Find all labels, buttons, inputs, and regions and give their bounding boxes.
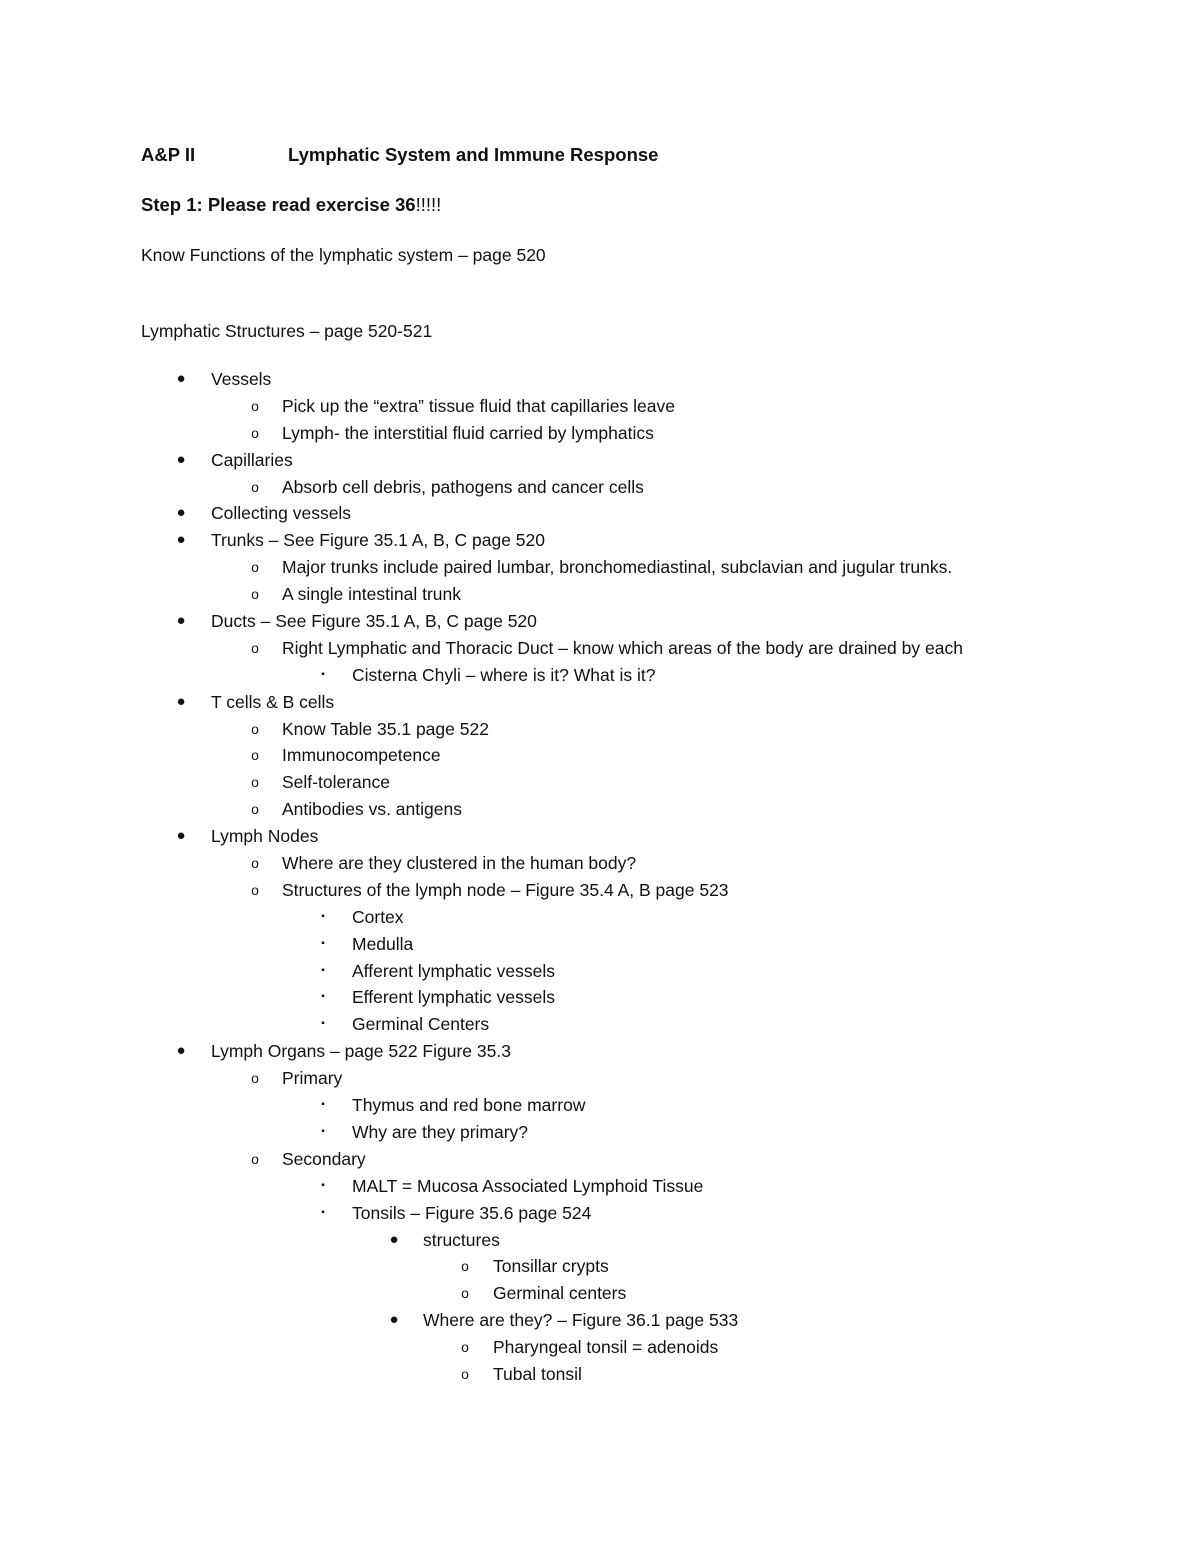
outline-item-text: Absorb cell debris, pathogens and cancer cells <box>282 476 644 497</box>
circle-bullet-icon: o <box>461 1258 469 1275</box>
outline-item-text: Thymus and red bone marrow <box>352 1095 586 1116</box>
outline-item-text: Where are they? – Figure 36.1 page 533 <box>423 1310 739 1331</box>
structures-heading: Lymphatic Structures – page 520-521 <box>141 321 433 341</box>
square-bullet-icon: ▪ <box>321 1179 325 1191</box>
step-instruction <box>141 194 441 216</box>
circle-bullet-icon: o <box>251 397 259 414</box>
outline-item-text: MALT = Mucosa Associated Lymphoid Tissue <box>352 1175 704 1196</box>
circle-bullet-icon: o <box>251 559 259 576</box>
outline-item-text: Immunocompetence <box>282 745 441 766</box>
circle-bullet-icon: o <box>251 801 259 818</box>
bullet-bullet-icon: ● <box>176 370 186 387</box>
outline-item-text: Capillaries <box>211 449 293 470</box>
outline-item-text: Tubal tonsil <box>493 1363 582 1384</box>
outline-item-text: Germinal centers <box>493 1283 627 1304</box>
square-bullet-icon: ▪ <box>321 964 325 976</box>
outline-item-text: T cells & B cells <box>211 691 335 712</box>
outline-item-text: Pick up the “extra” tissue fluid that capillaries leave <box>282 395 675 416</box>
outline-item-text: Secondary <box>282 1148 366 1169</box>
outline-item-text: Pharyngeal tonsil = adenoids <box>493 1337 719 1358</box>
functions-line: Know Functions of the lymphatic system – page 520 <box>141 245 546 265</box>
bullet-bullet-icon: ● <box>389 1311 399 1329</box>
circle-bullet-icon: o <box>251 1070 259 1087</box>
square-bullet-icon: ▪ <box>321 991 325 1003</box>
circle-bullet-icon: o <box>251 1150 259 1167</box>
outline-item-text: Collecting vessels <box>211 503 352 524</box>
bullet-bullet-icon: ● <box>176 531 186 549</box>
step-emphasis: !!!!! <box>415 194 442 215</box>
page-title: Lymphatic System and Immune Response <box>288 144 659 165</box>
outline-item-text: Vessels <box>211 369 272 389</box>
circle-bullet-icon: o <box>251 720 259 737</box>
outline-item-text: Primary <box>282 1068 343 1089</box>
square-bullet-icon: ▪ <box>321 937 325 949</box>
circle-bullet-icon: o <box>251 424 259 441</box>
outline-item-text: Efferent lymphatic vessels <box>352 987 555 1008</box>
outline-item-text: Self-tolerance <box>282 772 390 793</box>
outline-item-text: Ducts – See Figure 35.1 A, B, C page 520 <box>211 611 537 632</box>
outline-item-text: Lymph Organs – page 522 Figure 35.3 <box>211 1041 511 1062</box>
square-bullet-icon: ▪ <box>321 1206 325 1218</box>
bullet-bullet-icon: ● <box>176 692 186 710</box>
outline-item-text: Why are they primary? <box>352 1121 529 1142</box>
circle-bullet-icon: o <box>251 586 259 603</box>
outline-item-text: structures <box>423 1229 500 1250</box>
outline-item-text: Major trunks include paired lumbar, bronchomediastinal, subclavian and jugular trunks. <box>282 557 953 578</box>
square-bullet-icon: ▪ <box>321 1018 325 1030</box>
outline-item-text: A single intestinal trunk <box>282 584 461 605</box>
outline-item-text: Antibodies vs. antigens <box>282 799 462 820</box>
outline-item-text: Tonsillar crypts <box>493 1256 609 1277</box>
bullet-bullet-icon: ● <box>176 612 186 630</box>
square-bullet-icon: ▪ <box>321 1125 325 1137</box>
outline-item-text: Cisterna Chyli – where is it? What is it? <box>352 664 656 685</box>
step-label: Step 1: Please read exercise 36 <box>141 194 416 215</box>
outline-item-text: Medulla <box>352 933 414 954</box>
circle-bullet-icon: o <box>461 1285 469 1302</box>
outline-item-text: Trunks – See Figure 35.1 A, B, C page 520 <box>211 530 545 551</box>
outline-item-text: Where are they clustered in the human body? <box>282 853 637 874</box>
document-header <box>141 144 658 166</box>
bullet-bullet-icon: ● <box>176 450 186 468</box>
circle-bullet-icon: o <box>251 478 259 495</box>
bullet-bullet-icon: ● <box>389 1230 399 1248</box>
outline-item-text: Germinal Centers <box>352 1014 490 1035</box>
circle-bullet-icon: o <box>251 881 259 898</box>
course-code: A&P II <box>141 144 196 165</box>
outline-item-text: Lymph- the interstitial fluid carried by lymphatics <box>282 422 654 443</box>
circle-bullet-icon: o <box>461 1339 469 1356</box>
circle-bullet-icon: o <box>251 639 259 656</box>
bullet-bullet-icon: ● <box>176 1042 186 1060</box>
bullet-bullet-icon: ● <box>176 504 186 522</box>
outline-item-text: Tonsils – Figure 35.6 page 524 <box>352 1202 592 1223</box>
circle-bullet-icon: o <box>251 747 259 764</box>
square-bullet-icon: ▪ <box>321 910 325 922</box>
circle-bullet-icon: o <box>251 774 259 791</box>
square-bullet-icon: ▪ <box>321 668 325 680</box>
bullet-bullet-icon: ● <box>176 827 186 845</box>
outline-item-text: Structures of the lymph node – Figure 35.4 A, B page 523 <box>282 879 729 900</box>
outline-item-text: Know Table 35.1 page 522 <box>282 718 489 739</box>
circle-bullet-icon: o <box>251 855 259 872</box>
outline-item-text: Afferent lymphatic vessels <box>352 960 555 981</box>
outline-item-text: Lymph Nodes <box>211 826 319 847</box>
square-bullet-icon: ▪ <box>321 1099 325 1111</box>
outline-item-text: Cortex <box>352 906 404 927</box>
circle-bullet-icon: o <box>461 1365 469 1382</box>
outline-item-text: Right Lymphatic and Thoracic Duct – know which areas of the body are drained by each <box>282 637 963 658</box>
